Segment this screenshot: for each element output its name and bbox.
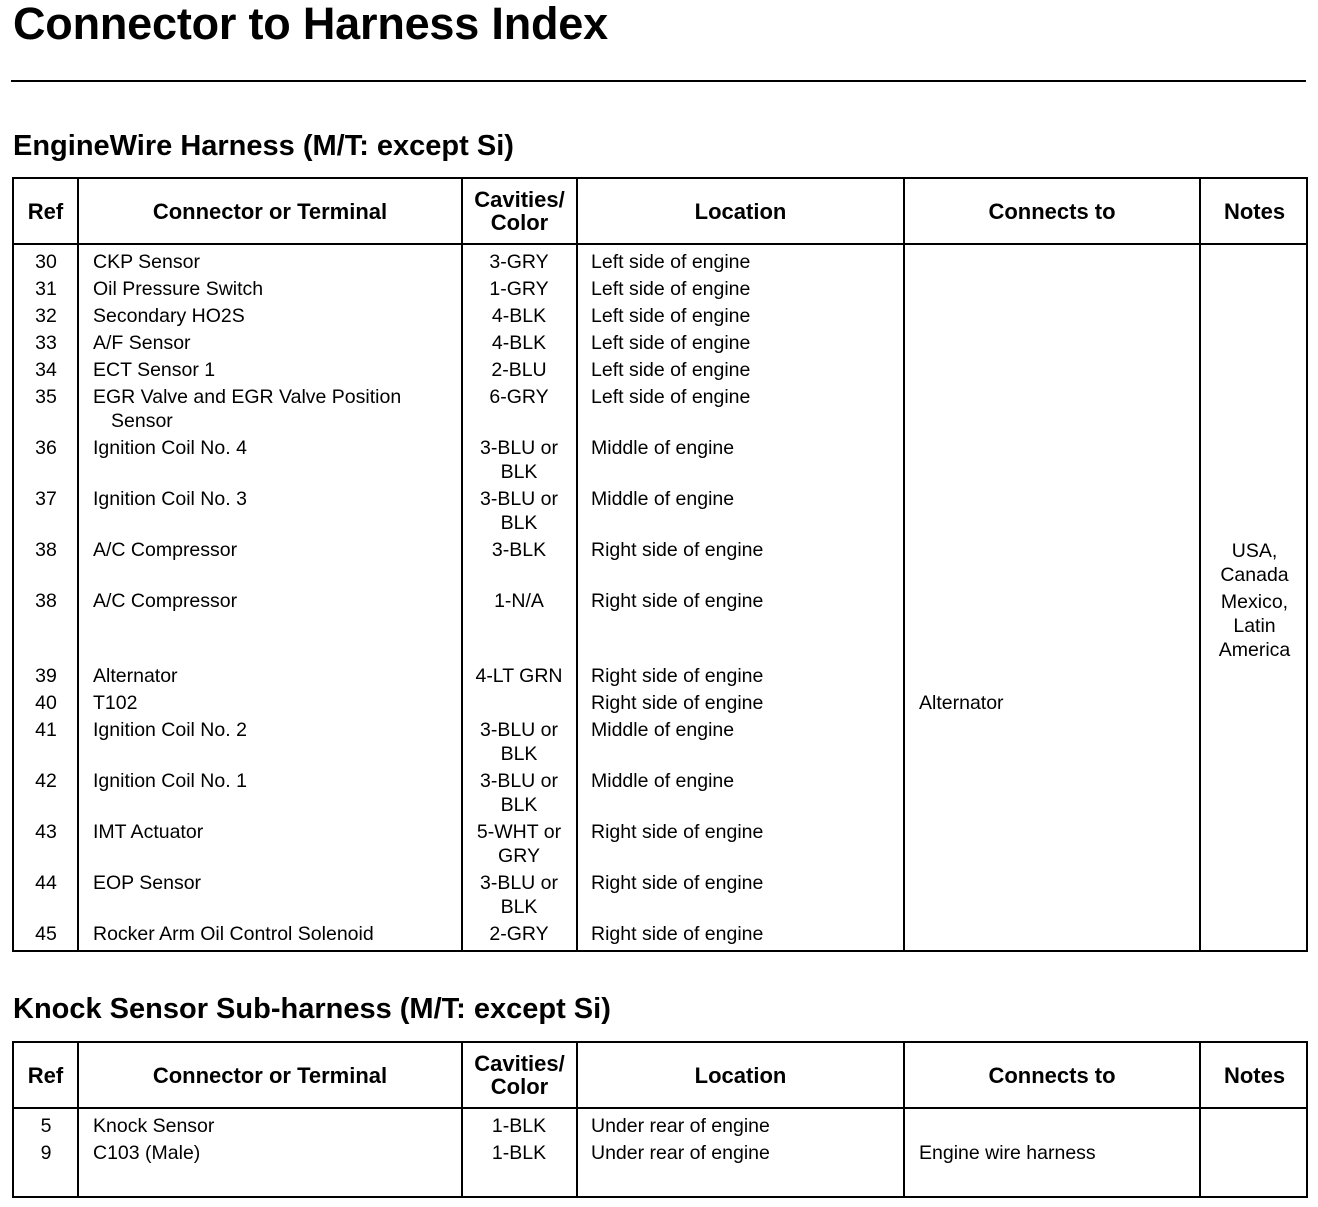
header-cavities-line2: Color bbox=[490, 210, 549, 235]
column-divider bbox=[576, 179, 578, 950]
header-cavities-line1: Cavities/ bbox=[474, 187, 565, 212]
location-cell: Under rear of engine bbox=[591, 1142, 770, 1164]
ref-cell: 34 bbox=[35, 359, 57, 381]
ref-cell: 9 bbox=[40, 1142, 52, 1164]
connector-name: A/C Compressor bbox=[93, 590, 238, 612]
cavities-color-cell: 5-WHT or GRY bbox=[476, 821, 562, 867]
header-connects-to: Connects to bbox=[988, 198, 1116, 224]
location-cell: Left side of engine bbox=[591, 305, 751, 327]
connector-name: Secondary HO2S bbox=[93, 305, 245, 327]
connector-cell bbox=[93, 487, 247, 511]
location-cell: Right side of engine bbox=[591, 539, 764, 561]
ref-cell: 32 bbox=[35, 305, 57, 327]
connects-to-cell: Engine wire harness bbox=[919, 1142, 1096, 1164]
connector-name: Ignition Coil No. 1 bbox=[93, 770, 247, 792]
engine-wire-harness-table bbox=[12, 177, 1308, 952]
header-location: Location bbox=[694, 198, 787, 224]
cavities-color-cell: 2-GRY bbox=[489, 923, 549, 945]
location-cell: Left side of engine bbox=[591, 332, 751, 354]
ref-cell: 44 bbox=[35, 872, 57, 894]
ref-cell: 38 bbox=[35, 539, 57, 561]
connector-name: IMT Actuator bbox=[93, 821, 204, 843]
location-cell: Middle of engine bbox=[591, 719, 735, 741]
cavities-color-cell: 3-BLU or BLK bbox=[479, 437, 559, 483]
connector-cell bbox=[93, 718, 247, 742]
section-title-engine-wire-harness: EngineWire Harness (M/T: except Si) bbox=[13, 130, 514, 162]
cavities-color-cell: 3-GRY bbox=[489, 251, 549, 273]
location-cell: Right side of engine bbox=[591, 821, 764, 843]
connector-cell bbox=[93, 820, 203, 844]
location-cell: Right side of engine bbox=[591, 872, 764, 894]
header-notes: Notes bbox=[1223, 1062, 1286, 1088]
connector-cell bbox=[93, 277, 263, 301]
ref-cell: 30 bbox=[35, 251, 57, 273]
ref-cell: 38 bbox=[35, 590, 57, 612]
header-connector: Connector or Terminal bbox=[152, 1062, 388, 1088]
cavities-color-cell: 3-BLU or BLK bbox=[479, 770, 559, 816]
location-cell: Left side of engine bbox=[591, 359, 751, 381]
cavities-color-cell: 2-BLU bbox=[491, 359, 547, 381]
ref-cell: 33 bbox=[35, 332, 57, 354]
location-cell: Middle of engine bbox=[591, 437, 735, 459]
cavities-color-cell: 3-BLK bbox=[491, 539, 547, 561]
column-divider bbox=[903, 179, 905, 950]
connector-name: A/F Sensor bbox=[93, 332, 191, 354]
ref-cell: 5 bbox=[40, 1115, 52, 1137]
header-ref: Ref bbox=[27, 198, 64, 224]
ref-cell: 43 bbox=[35, 821, 57, 843]
connector-name: C103 (Male) bbox=[93, 1142, 201, 1164]
connector-cell bbox=[93, 385, 401, 433]
cavities-color-cell: 4-BLK bbox=[491, 332, 547, 354]
header-notes: Notes bbox=[1223, 198, 1286, 224]
header-location: Location bbox=[694, 1062, 787, 1088]
connector-cell bbox=[93, 436, 247, 460]
ref-cell: 40 bbox=[35, 692, 57, 714]
connects-to-cell: Alternator bbox=[919, 692, 1004, 714]
ref-cell: 36 bbox=[35, 437, 57, 459]
connector-name: CKP Sensor bbox=[93, 251, 200, 273]
header-divider bbox=[14, 243, 1306, 245]
cavities-color-cell: 1-BLK bbox=[491, 1115, 547, 1137]
header-ref: Ref bbox=[27, 1062, 64, 1088]
location-cell: Right side of engine bbox=[591, 692, 764, 714]
connector-name: T102 bbox=[93, 692, 138, 714]
cavities-color-cell: 6-GRY bbox=[489, 386, 549, 408]
connector-cell bbox=[93, 1141, 200, 1165]
connector-name: Alternator bbox=[93, 665, 178, 687]
cavities-color-cell: 1-GRY bbox=[489, 278, 549, 300]
location-cell: Under rear of engine bbox=[591, 1115, 770, 1137]
cavities-color-cell: 3-BLU or BLK bbox=[479, 488, 559, 534]
connector-name: Ignition Coil No. 4 bbox=[93, 437, 247, 459]
ref-cell: 42 bbox=[35, 770, 57, 792]
cavities-color-cell: 3-BLU or BLK bbox=[479, 719, 559, 765]
connector-cell bbox=[93, 331, 191, 355]
header-cavities-line2: Color bbox=[490, 1074, 549, 1099]
connector-cell bbox=[93, 769, 247, 793]
connector-cell bbox=[93, 304, 245, 328]
connector-cell bbox=[93, 358, 215, 382]
notes-cell: Mexico, Latin America bbox=[1218, 591, 1291, 661]
connector-cell bbox=[93, 691, 137, 715]
header-connects-to: Connects to bbox=[988, 1062, 1116, 1088]
location-cell: Left side of engine bbox=[591, 278, 751, 300]
cavities-color-cell: 4-LT GRN bbox=[475, 665, 563, 687]
connector-name: A/C Compressor bbox=[93, 539, 238, 561]
location-cell: Right side of engine bbox=[591, 590, 764, 612]
location-cell: Right side of engine bbox=[591, 923, 764, 945]
connector-name: Ignition Coil No. 2 bbox=[93, 719, 247, 741]
connector-name: ECT Sensor 1 bbox=[93, 359, 216, 381]
knock-sensor-sub-harness-table bbox=[12, 1041, 1308, 1198]
connector-cell bbox=[93, 250, 200, 274]
ref-cell: 37 bbox=[35, 488, 57, 510]
connector-name: Ignition Coil No. 3 bbox=[93, 488, 247, 510]
connector-name: EGR Valve and EGR Valve Position bbox=[93, 386, 402, 408]
header-divider bbox=[14, 1107, 1306, 1109]
connector-name: Oil Pressure Switch bbox=[93, 278, 264, 300]
connector-cell bbox=[93, 538, 237, 562]
cavities-color-cell: 3-BLU or BLK bbox=[479, 872, 559, 918]
connector-cell bbox=[93, 871, 201, 895]
ref-cell: 31 bbox=[35, 278, 57, 300]
connector-name-continued: Sensor bbox=[111, 410, 173, 432]
cavities-color-cell: 1-BLK bbox=[491, 1142, 547, 1164]
location-cell: Left side of engine bbox=[591, 251, 751, 273]
connector-cell bbox=[93, 589, 237, 613]
connector-name: EOP Sensor bbox=[93, 872, 202, 894]
connector-cell bbox=[93, 664, 178, 688]
ref-cell: 35 bbox=[35, 386, 57, 408]
connector-name: Rocker Arm Oil Control Solenoid bbox=[93, 923, 374, 945]
title-divider bbox=[11, 80, 1306, 82]
header-connector: Connector or Terminal bbox=[152, 198, 388, 224]
header-cavities bbox=[463, 1043, 576, 1107]
location-cell: Right side of engine bbox=[591, 665, 764, 687]
cavities-color-cell: 1-N/A bbox=[494, 590, 544, 612]
header-cavities bbox=[463, 179, 576, 243]
connector-cell bbox=[93, 1114, 214, 1138]
ref-cell: 41 bbox=[35, 719, 57, 741]
notes-cell: USA, Canada bbox=[1220, 540, 1289, 586]
location-cell: Middle of engine bbox=[591, 488, 735, 510]
cavities-color-cell: 4-BLK bbox=[491, 305, 547, 327]
ref-cell: 45 bbox=[35, 923, 57, 945]
connector-name: Knock Sensor bbox=[93, 1115, 215, 1137]
ref-cell: 39 bbox=[35, 665, 57, 687]
header-cavities-line1: Cavities/ bbox=[474, 1051, 565, 1076]
page-title: Connector to Harness Index bbox=[13, 0, 608, 49]
connector-cell bbox=[93, 922, 374, 946]
location-cell: Left side of engine bbox=[591, 386, 751, 408]
location-cell: Middle of engine bbox=[591, 770, 735, 792]
section-title-knock-sensor-sub-harness: Knock Sensor Sub-harness (M/T: except Si) bbox=[13, 993, 611, 1025]
